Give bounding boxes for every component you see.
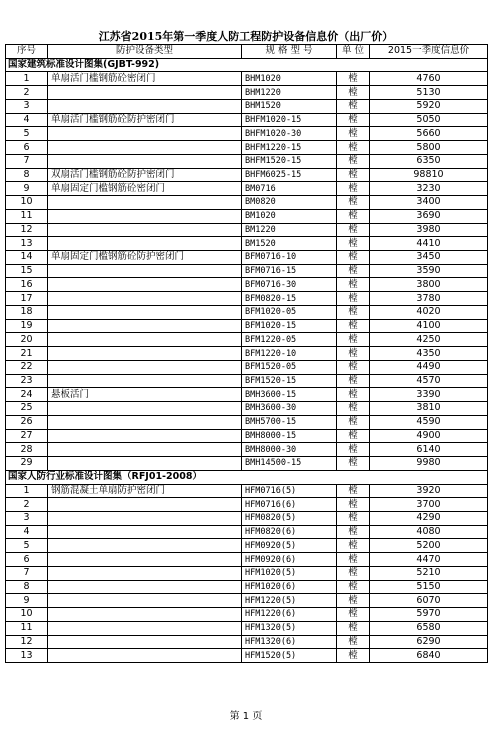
price-cell: 4900 bbox=[370, 429, 488, 443]
unit-cell: 樘 bbox=[337, 278, 370, 292]
device-type-cell bbox=[48, 566, 242, 580]
device-type-cell bbox=[48, 154, 242, 168]
table-row bbox=[6, 415, 488, 429]
price-cell: 6350 bbox=[370, 154, 488, 168]
table-row bbox=[6, 594, 488, 608]
row-number: 9 bbox=[6, 594, 48, 608]
unit-cell: 樘 bbox=[337, 415, 370, 429]
device-type-cell bbox=[48, 360, 242, 374]
device-type-cell: 悬板活门 bbox=[48, 388, 242, 402]
model-cell: HFM1320(6) bbox=[242, 635, 337, 649]
device-type-cell bbox=[48, 223, 242, 237]
price-cell: 5920 bbox=[370, 99, 488, 113]
table-row bbox=[6, 360, 488, 374]
price-cell: 3390 bbox=[370, 388, 488, 402]
row-number: 27 bbox=[6, 429, 48, 443]
table-row bbox=[6, 608, 488, 622]
row-number: 16 bbox=[6, 278, 48, 292]
price-cell: 3810 bbox=[370, 402, 488, 416]
price-cell: 4100 bbox=[370, 319, 488, 333]
unit-cell: 樘 bbox=[337, 292, 370, 306]
table-row bbox=[6, 305, 488, 319]
device-type-cell bbox=[48, 305, 242, 319]
model-cell: HFM1520(5) bbox=[242, 649, 337, 663]
device-type-cell bbox=[48, 237, 242, 251]
unit-cell: 樘 bbox=[337, 566, 370, 580]
model-cell: BMH5700-15 bbox=[242, 415, 337, 429]
row-number: 7 bbox=[6, 154, 48, 168]
row-number: 22 bbox=[6, 360, 48, 374]
price-cell: 5150 bbox=[370, 580, 488, 594]
device-type-cell: 单扇固定门槛钢筋砼防护密闭门 bbox=[48, 251, 242, 265]
unit-cell: 樘 bbox=[337, 141, 370, 155]
device-type-cell bbox=[48, 141, 242, 155]
device-type-cell bbox=[48, 319, 242, 333]
model-cell: BMH8000-15 bbox=[242, 429, 337, 443]
price-cell: 3800 bbox=[370, 278, 488, 292]
unit-cell: 樘 bbox=[337, 539, 370, 553]
table-row bbox=[6, 251, 488, 265]
model-cell: HFM0820(5) bbox=[242, 511, 337, 525]
section-title: 国家建筑标准设计图集(GJBT-992) bbox=[6, 58, 488, 72]
row-number: 9 bbox=[6, 182, 48, 196]
table-row bbox=[6, 374, 488, 388]
price-cell: 6070 bbox=[370, 594, 488, 608]
row-number: 20 bbox=[6, 333, 48, 347]
header-unit: 单 位 bbox=[337, 45, 370, 59]
model-cell: BHFM1520-15 bbox=[242, 154, 337, 168]
price-cell: 6580 bbox=[370, 621, 488, 635]
device-type-cell bbox=[48, 292, 242, 306]
model-cell: BFM1220-05 bbox=[242, 333, 337, 347]
table-row bbox=[6, 196, 488, 210]
model-cell: HFM0820(6) bbox=[242, 525, 337, 539]
model-cell: HFM1220(5) bbox=[242, 594, 337, 608]
unit-cell: 樘 bbox=[337, 264, 370, 278]
price-cell: 5800 bbox=[370, 141, 488, 155]
table-row bbox=[6, 99, 488, 113]
unit-cell: 樘 bbox=[337, 429, 370, 443]
row-number: 10 bbox=[6, 196, 48, 210]
device-type-cell: 钢筋混凝土单扇防护密闭门 bbox=[48, 484, 242, 498]
model-cell: BMH3600-15 bbox=[242, 388, 337, 402]
model-cell: HFM1220(6) bbox=[242, 608, 337, 622]
price-cell: 5130 bbox=[370, 86, 488, 100]
device-type-cell bbox=[48, 621, 242, 635]
row-number: 1 bbox=[6, 484, 48, 498]
price-cell: 5970 bbox=[370, 608, 488, 622]
table-row bbox=[6, 511, 488, 525]
row-number: 3 bbox=[6, 99, 48, 113]
model-cell: BFM1520-15 bbox=[242, 374, 337, 388]
model-cell: BFM0716-15 bbox=[242, 264, 337, 278]
table-row bbox=[6, 154, 488, 168]
row-number: 5 bbox=[6, 539, 48, 553]
price-cell: 5200 bbox=[370, 539, 488, 553]
row-number: 26 bbox=[6, 415, 48, 429]
model-cell: HFM0920(5) bbox=[242, 539, 337, 553]
price-cell: 98810 bbox=[370, 168, 488, 182]
device-type-cell: 单扇固定门槛钢筋砼密闭门 bbox=[48, 182, 242, 196]
row-number: 12 bbox=[6, 223, 48, 237]
price-cell: 5660 bbox=[370, 127, 488, 141]
unit-cell: 樘 bbox=[337, 168, 370, 182]
model-cell: HFM1020(5) bbox=[242, 566, 337, 580]
unit-cell: 樘 bbox=[337, 305, 370, 319]
row-number: 18 bbox=[6, 305, 48, 319]
table-row bbox=[6, 223, 488, 237]
unit-cell: 樘 bbox=[337, 223, 370, 237]
page-number: 第 1 页 bbox=[229, 711, 263, 722]
price-cell: 4020 bbox=[370, 305, 488, 319]
table-row bbox=[6, 347, 488, 361]
price-cell: 4590 bbox=[370, 415, 488, 429]
unit-cell: 樘 bbox=[337, 621, 370, 635]
row-number: 4 bbox=[6, 525, 48, 539]
row-number: 13 bbox=[6, 649, 48, 663]
header-type: 防护设备类型 bbox=[48, 45, 242, 59]
device-type-cell bbox=[48, 429, 242, 443]
table-row bbox=[6, 209, 488, 223]
table-row bbox=[6, 402, 488, 416]
row-number: 14 bbox=[6, 251, 48, 265]
unit-cell: 樘 bbox=[337, 319, 370, 333]
device-type-cell bbox=[48, 553, 242, 567]
price-cell: 4410 bbox=[370, 237, 488, 251]
model-cell: BFM0716-10 bbox=[242, 251, 337, 265]
price-cell: 4250 bbox=[370, 333, 488, 347]
model-cell: BM1020 bbox=[242, 209, 337, 223]
device-type-cell bbox=[48, 278, 242, 292]
row-number: 10 bbox=[6, 608, 48, 622]
row-number: 21 bbox=[6, 347, 48, 361]
table-row bbox=[6, 86, 488, 100]
device-type-cell bbox=[48, 525, 242, 539]
row-number: 17 bbox=[6, 292, 48, 306]
unit-cell: 樘 bbox=[337, 113, 370, 127]
row-number: 6 bbox=[6, 141, 48, 155]
device-type-cell bbox=[48, 539, 242, 553]
price-cell: 3980 bbox=[370, 223, 488, 237]
table-row bbox=[6, 457, 488, 471]
unit-cell: 樘 bbox=[337, 553, 370, 567]
price-cell: 4470 bbox=[370, 553, 488, 567]
price-cell: 4080 bbox=[370, 525, 488, 539]
unit-cell: 樘 bbox=[337, 86, 370, 100]
model-cell: BFM0820-15 bbox=[242, 292, 337, 306]
device-type-cell bbox=[48, 347, 242, 361]
device-type-cell bbox=[48, 649, 242, 663]
unit-cell: 樘 bbox=[337, 580, 370, 594]
table-row bbox=[6, 127, 488, 141]
model-cell: BFM1520-05 bbox=[242, 360, 337, 374]
table-row bbox=[6, 292, 488, 306]
row-number: 29 bbox=[6, 457, 48, 471]
unit-cell: 樘 bbox=[337, 511, 370, 525]
page-title: 江苏省2015年第一季度人防工程防护设备信息价（出厂价） bbox=[98, 30, 394, 43]
model-cell: BFM1220-10 bbox=[242, 347, 337, 361]
model-cell: HFM0920(6) bbox=[242, 553, 337, 567]
model-cell: BMH3600-30 bbox=[242, 402, 337, 416]
row-number: 5 bbox=[6, 127, 48, 141]
model-cell: BHM1520 bbox=[242, 99, 337, 113]
unit-cell: 樘 bbox=[337, 525, 370, 539]
device-type-cell bbox=[48, 99, 242, 113]
price-cell: 4570 bbox=[370, 374, 488, 388]
section-title: 国家人防行业标准设计图集（RFJ01-2008） bbox=[6, 470, 488, 484]
unit-cell: 樘 bbox=[337, 251, 370, 265]
price-cell: 3780 bbox=[370, 292, 488, 306]
row-number: 13 bbox=[6, 237, 48, 251]
table-row bbox=[6, 443, 488, 457]
row-number: 23 bbox=[6, 374, 48, 388]
device-type-cell: 单扇活门槛钢筋砼密闭门 bbox=[48, 72, 242, 86]
header-model: 规 格 型 号 bbox=[242, 45, 337, 59]
model-cell: BM0820 bbox=[242, 196, 337, 210]
unit-cell: 樘 bbox=[337, 99, 370, 113]
row-number: 7 bbox=[6, 566, 48, 580]
device-type-cell: 双扇活门槛钢筋砼防护密闭门 bbox=[48, 168, 242, 182]
table-row bbox=[6, 264, 488, 278]
unit-cell: 樘 bbox=[337, 498, 370, 512]
table-row bbox=[6, 484, 488, 498]
model-cell: BHFM1020-15 bbox=[242, 113, 337, 127]
unit-cell: 樘 bbox=[337, 333, 370, 347]
price-table bbox=[5, 44, 488, 663]
model-cell: BHFM1220-15 bbox=[242, 141, 337, 155]
row-number: 3 bbox=[6, 511, 48, 525]
device-type-cell bbox=[48, 127, 242, 141]
model-cell: HFM1320(5) bbox=[242, 621, 337, 635]
row-number: 15 bbox=[6, 264, 48, 278]
unit-cell: 樘 bbox=[337, 72, 370, 86]
table-row bbox=[6, 113, 488, 127]
price-cell: 3590 bbox=[370, 264, 488, 278]
device-type-cell bbox=[48, 86, 242, 100]
header-price: 2015一季度信息价 bbox=[370, 45, 488, 59]
header-no: 序号 bbox=[6, 45, 48, 59]
unit-cell: 樘 bbox=[337, 608, 370, 622]
device-type-cell bbox=[48, 594, 242, 608]
unit-cell: 樘 bbox=[337, 374, 370, 388]
device-type-cell bbox=[48, 511, 242, 525]
model-cell: BMH8000-30 bbox=[242, 443, 337, 457]
device-type-cell bbox=[48, 635, 242, 649]
price-cell: 3230 bbox=[370, 182, 488, 196]
model-cell: BHFM6025-15 bbox=[242, 168, 337, 182]
unit-cell: 樘 bbox=[337, 237, 370, 251]
table-row bbox=[6, 429, 488, 443]
device-type-cell bbox=[48, 608, 242, 622]
row-number: 19 bbox=[6, 319, 48, 333]
price-cell: 4490 bbox=[370, 360, 488, 374]
price-cell: 3700 bbox=[370, 498, 488, 512]
model-cell: HFM0716(6) bbox=[242, 498, 337, 512]
device-type-cell: 单扇活门槛钢筋砼防护密闭门 bbox=[48, 113, 242, 127]
device-type-cell bbox=[48, 196, 242, 210]
unit-cell: 樘 bbox=[337, 388, 370, 402]
device-type-cell bbox=[48, 415, 242, 429]
row-number: 8 bbox=[6, 580, 48, 594]
price-cell: 5210 bbox=[370, 566, 488, 580]
model-cell: HFM1020(6) bbox=[242, 580, 337, 594]
model-cell: BMH14500-15 bbox=[242, 457, 337, 471]
row-number: 4 bbox=[6, 113, 48, 127]
device-type-cell bbox=[48, 264, 242, 278]
model-cell: BFM1020-05 bbox=[242, 305, 337, 319]
table-row bbox=[6, 182, 488, 196]
row-number: 11 bbox=[6, 621, 48, 635]
device-type-cell bbox=[48, 333, 242, 347]
table-row bbox=[6, 539, 488, 553]
table-row bbox=[6, 237, 488, 251]
table-row bbox=[6, 278, 488, 292]
model-cell: BM1520 bbox=[242, 237, 337, 251]
row-number: 2 bbox=[6, 86, 48, 100]
price-cell: 4350 bbox=[370, 347, 488, 361]
device-type-cell bbox=[48, 443, 242, 457]
unit-cell: 樘 bbox=[337, 209, 370, 223]
table-header-row bbox=[6, 45, 488, 59]
device-type-cell bbox=[48, 580, 242, 594]
table-row bbox=[6, 168, 488, 182]
price-cell: 4760 bbox=[370, 72, 488, 86]
price-cell: 3450 bbox=[370, 251, 488, 265]
table-row bbox=[6, 566, 488, 580]
table-row bbox=[6, 635, 488, 649]
unit-cell: 樘 bbox=[337, 635, 370, 649]
device-type-cell bbox=[48, 209, 242, 223]
unit-cell: 樘 bbox=[337, 594, 370, 608]
row-number: 1 bbox=[6, 72, 48, 86]
row-number: 2 bbox=[6, 498, 48, 512]
price-cell: 3920 bbox=[370, 484, 488, 498]
model-cell: BM0716 bbox=[242, 182, 337, 196]
unit-cell: 樘 bbox=[337, 649, 370, 663]
model-cell: BHM1020 bbox=[242, 72, 337, 86]
table-row bbox=[6, 319, 488, 333]
table-row bbox=[6, 621, 488, 635]
row-number: 12 bbox=[6, 635, 48, 649]
unit-cell: 樘 bbox=[337, 457, 370, 471]
price-cell: 3400 bbox=[370, 196, 488, 210]
price-cell: 6290 bbox=[370, 635, 488, 649]
table-row bbox=[6, 388, 488, 402]
unit-cell: 樘 bbox=[337, 196, 370, 210]
section-header-row bbox=[6, 470, 488, 484]
model-cell: BHM1220 bbox=[242, 86, 337, 100]
price-cell: 5050 bbox=[370, 113, 488, 127]
table-row bbox=[6, 553, 488, 567]
row-number: 11 bbox=[6, 209, 48, 223]
price-cell: 9980 bbox=[370, 457, 488, 471]
model-cell: HFM0716(5) bbox=[242, 484, 337, 498]
table-row bbox=[6, 141, 488, 155]
row-number: 6 bbox=[6, 553, 48, 567]
price-cell: 4290 bbox=[370, 511, 488, 525]
price-cell: 3690 bbox=[370, 209, 488, 223]
model-cell: BFM0716-30 bbox=[242, 278, 337, 292]
price-cell: 6840 bbox=[370, 649, 488, 663]
model-cell: BFM1020-15 bbox=[242, 319, 337, 333]
table-row bbox=[6, 498, 488, 512]
row-number: 25 bbox=[6, 402, 48, 416]
table-row bbox=[6, 580, 488, 594]
unit-cell: 樘 bbox=[337, 127, 370, 141]
unit-cell: 樘 bbox=[337, 154, 370, 168]
device-type-cell bbox=[48, 498, 242, 512]
unit-cell: 樘 bbox=[337, 484, 370, 498]
price-cell: 6140 bbox=[370, 443, 488, 457]
device-type-cell bbox=[48, 374, 242, 388]
table-row bbox=[6, 333, 488, 347]
unit-cell: 樘 bbox=[337, 402, 370, 416]
table-row bbox=[6, 72, 488, 86]
unit-cell: 樘 bbox=[337, 360, 370, 374]
unit-cell: 樘 bbox=[337, 443, 370, 457]
table-row bbox=[6, 525, 488, 539]
model-cell: BHFM1020-30 bbox=[242, 127, 337, 141]
device-type-cell bbox=[48, 402, 242, 416]
model-cell: BM1220 bbox=[242, 223, 337, 237]
price-table-body bbox=[6, 45, 488, 663]
row-number: 24 bbox=[6, 388, 48, 402]
section-header-row bbox=[6, 58, 488, 72]
unit-cell: 樘 bbox=[337, 182, 370, 196]
row-number: 28 bbox=[6, 443, 48, 457]
table-row bbox=[6, 649, 488, 663]
unit-cell: 樘 bbox=[337, 347, 370, 361]
device-type-cell bbox=[48, 457, 242, 471]
row-number: 8 bbox=[6, 168, 48, 182]
